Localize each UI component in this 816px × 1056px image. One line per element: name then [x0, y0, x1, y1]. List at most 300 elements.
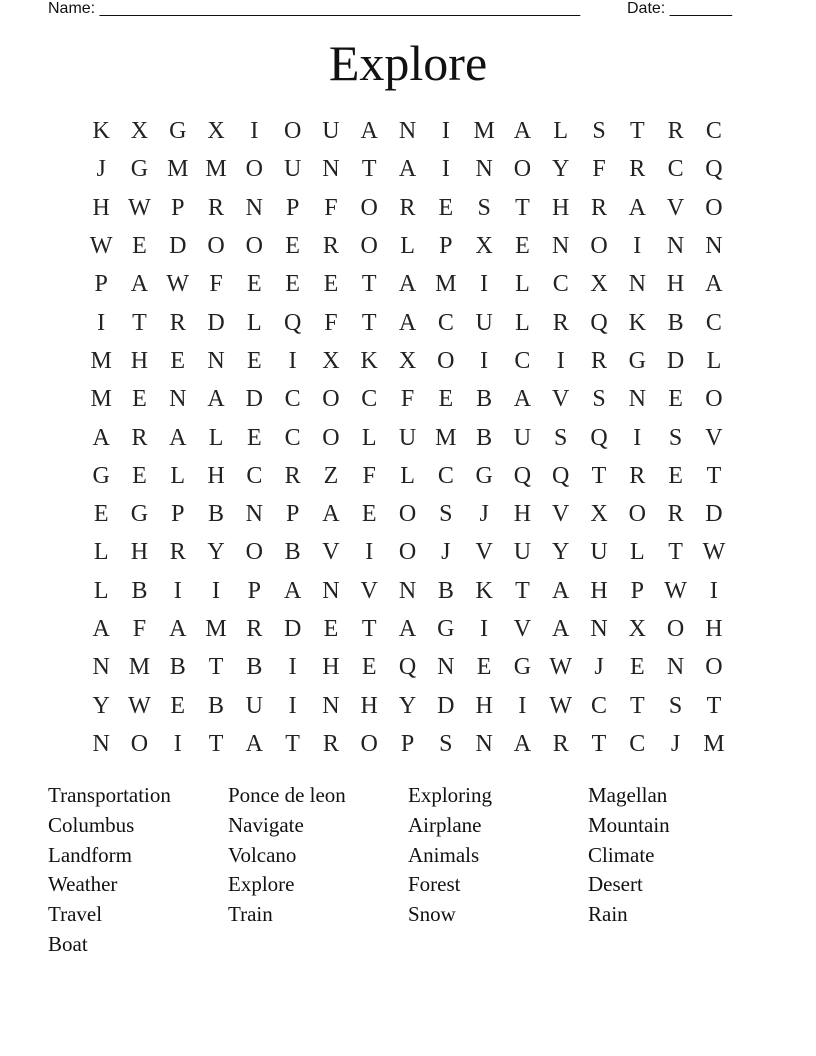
grid-row — [82, 342, 734, 380]
grid-letter: O — [360, 730, 378, 757]
grid-letter: H — [207, 462, 225, 489]
grid-letter: D — [283, 616, 302, 642]
grid-letter: E — [515, 233, 530, 260]
grid-letter: R — [131, 424, 148, 451]
word-list-item: Airplane — [408, 812, 482, 837]
grid-letter: Y — [207, 539, 225, 566]
grid-letter: O — [705, 386, 723, 413]
grid-letter: I — [518, 692, 527, 719]
grid-letter: W — [128, 194, 151, 221]
grid-letter: A — [513, 730, 532, 757]
grid-letter: T — [515, 577, 530, 604]
grid-letter: D — [169, 233, 187, 260]
grid-letter: O — [245, 156, 263, 183]
grid-letter: G — [475, 462, 493, 489]
grid-letter: Y — [398, 692, 417, 719]
grid-letter: H — [360, 692, 378, 719]
grid-letter: N — [475, 156, 493, 183]
grid-letter: I — [250, 118, 259, 145]
grid-letter: W — [664, 577, 687, 604]
grid-letter: O — [705, 654, 723, 681]
grid-letter: Y — [552, 156, 570, 183]
grid-letter: N — [322, 692, 340, 719]
grid-letter: T — [361, 271, 377, 298]
grid-letter: W — [702, 539, 726, 566]
grid-letter: T — [591, 730, 607, 757]
grid-letter: H — [552, 194, 570, 221]
grid-letter: H — [513, 501, 532, 528]
grid-letter: O — [590, 233, 608, 260]
grid-letter: I — [709, 577, 718, 604]
grid-letter: E — [438, 194, 454, 221]
grid-letter: R — [667, 118, 684, 145]
grid-letter: B — [284, 539, 301, 566]
grid-letter: B — [169, 654, 186, 681]
grid-letter: O — [207, 233, 225, 260]
grid-letter: H — [130, 539, 149, 566]
grid-letter: A — [398, 271, 417, 298]
grid-row — [82, 648, 734, 686]
grid-letter: G — [437, 616, 455, 642]
grid-letter: U — [283, 156, 302, 183]
grid-letter: C — [629, 730, 646, 757]
grid-letter: J — [594, 654, 604, 681]
grid-letter: L — [629, 539, 645, 566]
grid-letter: E — [93, 501, 109, 528]
grid-letter: L — [170, 462, 186, 489]
grid-row — [82, 265, 734, 303]
grid-letter: E — [247, 424, 262, 451]
grid-letter: O — [283, 118, 302, 145]
grid-letter: N — [590, 616, 608, 642]
grid-letter: V — [475, 539, 493, 566]
grid-letter: A — [169, 424, 187, 451]
grid-letter: A — [130, 271, 149, 298]
grid-row — [82, 533, 734, 571]
grid-letter: O — [360, 194, 378, 221]
word-list-item: Snow — [408, 902, 456, 927]
grid-letter: O — [666, 616, 685, 642]
grid-letter: W — [166, 271, 190, 298]
grid-letter: A — [513, 118, 532, 145]
grid-letter: M — [128, 654, 151, 681]
letter-grid — [82, 112, 734, 763]
grid-letter: U — [398, 424, 417, 451]
word-list-item: Climate — [588, 842, 655, 867]
grid-letter: P — [439, 233, 453, 260]
grid-letter: I — [97, 309, 106, 336]
grid-letter: H — [322, 654, 340, 681]
grid-letter: D — [245, 386, 263, 413]
grid-letter: F — [209, 271, 223, 298]
grid-letter: H — [130, 347, 149, 374]
grid-letter: E — [132, 233, 147, 260]
grid-letter: P — [630, 577, 644, 604]
grid-letter: I — [480, 347, 489, 374]
grid-letter: P — [247, 577, 262, 604]
grid-letter: T — [132, 309, 147, 336]
grid-letter: W — [89, 233, 113, 260]
grid-letter: N — [666, 654, 685, 681]
grid-letter: I — [633, 424, 642, 451]
grid-letter: E — [361, 654, 377, 681]
grid-letter: O — [130, 730, 149, 757]
grid-letter: O — [513, 156, 532, 183]
grid-row — [82, 418, 734, 456]
grid-letter: A — [92, 616, 110, 642]
grid-letter: C — [437, 462, 454, 489]
grid-letter: S — [668, 424, 683, 451]
grid-letter: U — [513, 424, 532, 451]
grid-letter: B — [667, 309, 684, 336]
grid-letter: A — [398, 156, 417, 183]
grid-letter: T — [208, 730, 224, 757]
grid-letter: M — [167, 156, 189, 183]
grid-letter: X — [590, 271, 608, 298]
grid-letter: E — [668, 386, 683, 413]
grid-letter: A — [283, 577, 302, 604]
grid-letter: A — [628, 194, 646, 221]
date-field-line: Date: _______ — [627, 0, 732, 17]
word-list-item: Rain — [588, 902, 628, 927]
grid-letter: C — [246, 462, 263, 489]
grid-letter: I — [212, 577, 221, 604]
grid-row — [82, 227, 734, 265]
grid-letter: L — [361, 424, 377, 451]
grid-letter: X — [398, 347, 417, 374]
grid-letter: E — [668, 462, 683, 489]
grid-letter: T — [208, 654, 224, 681]
grid-letter: R — [169, 309, 186, 336]
grid-letter: E — [323, 271, 339, 298]
word-list-item: Ponce de leon — [228, 783, 346, 807]
grid-letter: B — [246, 654, 263, 681]
grid-letter: H — [590, 577, 608, 604]
grid-letter: X — [207, 118, 225, 145]
grid-letter: S — [592, 118, 606, 145]
word-list-item: Exploring — [408, 783, 492, 807]
grid-letter: C — [437, 309, 454, 336]
grid-letter: O — [437, 347, 455, 374]
grid-letter: N — [552, 233, 570, 260]
grid-letter: E — [170, 692, 186, 719]
word-list-item: Volcano — [228, 842, 297, 867]
grid-letter: I — [441, 156, 450, 183]
grid-letter: Q — [590, 424, 608, 451]
grid-letter: X — [590, 501, 608, 528]
grid-letter: E — [285, 233, 300, 260]
grid-letter: M — [205, 616, 227, 642]
grid-letter: L — [208, 424, 224, 451]
grid-letter: C — [284, 424, 301, 451]
word-list-item: Forest — [408, 872, 461, 897]
grid-letter: G — [130, 156, 149, 183]
grid-letter: A — [322, 501, 340, 528]
grid-row — [82, 725, 734, 763]
grid-letter: L — [706, 347, 722, 374]
grid-letter: N — [628, 271, 646, 298]
grid-letter: T — [515, 194, 530, 221]
grid-letter: I — [173, 730, 182, 757]
grid-letter: B — [476, 386, 493, 413]
grid-letter: G — [513, 654, 532, 681]
grid-letter: V — [360, 577, 378, 604]
grid-letter: Q — [552, 462, 570, 489]
grid-letter: B — [208, 501, 225, 528]
grid-letter: I — [480, 271, 489, 298]
grid-letter: F — [324, 309, 338, 336]
grid-letter: A — [398, 309, 417, 336]
grid-letter: C — [284, 386, 301, 413]
grid-letter: D — [207, 309, 225, 336]
grid-letter: I — [288, 654, 297, 681]
grid-letter: A — [207, 386, 225, 413]
grid-letter: P — [400, 730, 415, 757]
grid-letter: D — [666, 347, 685, 374]
grid-letter: R — [591, 194, 608, 221]
grid-row — [82, 572, 734, 610]
grid-letter: N — [169, 386, 187, 413]
grid-letter: V — [513, 616, 532, 642]
grid-letter: O — [398, 501, 417, 528]
grid-letter: X — [130, 118, 149, 145]
grid-letter: K — [628, 309, 646, 336]
grid-letter: C — [591, 692, 608, 719]
grid-letter: T — [285, 730, 300, 757]
grid-letter: W — [549, 692, 573, 719]
grid-letter: O — [245, 233, 263, 260]
grid-letter: U — [590, 539, 608, 566]
grid-letter: N — [666, 233, 685, 260]
grid-letter: A — [513, 386, 532, 413]
grid-letter: D — [705, 501, 723, 528]
grid-letter: F — [362, 462, 376, 489]
grid-letter: N — [245, 194, 263, 221]
grid-letter: E — [132, 462, 147, 489]
grid-letter: S — [554, 424, 568, 451]
grid-letter: E — [132, 386, 147, 413]
grid-letter: V — [666, 194, 685, 221]
grid-letter: J — [441, 539, 451, 566]
grid-letter: N — [245, 501, 263, 528]
grid-letter: N — [207, 347, 225, 374]
grid-letter: E — [438, 386, 454, 413]
word-list-item: Weather — [48, 872, 118, 897]
grid-letter: A — [245, 730, 263, 757]
grid-letter: K — [360, 347, 378, 374]
grid-letter: M — [435, 271, 457, 298]
grid-letter: R — [629, 156, 646, 183]
grid-row — [82, 150, 734, 188]
grid-letter: I — [480, 616, 489, 642]
grid-letter: V — [552, 386, 570, 413]
grid-letter: N — [92, 654, 110, 681]
grid-letter: M — [205, 156, 227, 183]
grid-letter: R — [552, 309, 569, 336]
grid-letter: L — [515, 309, 530, 336]
grid-letter: S — [439, 730, 453, 757]
grid-letter: P — [171, 501, 185, 528]
grid-letter: R — [284, 462, 301, 489]
word-list — [48, 781, 768, 960]
grid-letter: F — [324, 194, 338, 221]
grid-letter: O — [628, 501, 646, 528]
grid-letter: R — [208, 194, 225, 221]
grid-row — [82, 112, 734, 150]
grid-letter: E — [323, 616, 339, 642]
grid-letter: S — [668, 692, 683, 719]
grid-letter: U — [322, 118, 340, 145]
grid-letter: U — [513, 539, 532, 566]
grid-letter: W — [128, 692, 151, 719]
grid-letter: N — [322, 156, 340, 183]
grid-letter: V — [705, 424, 723, 451]
grid-letter: E — [476, 654, 492, 681]
grid-letter: R — [399, 194, 416, 221]
grid-letter: I — [288, 347, 297, 374]
grid-letter: M — [703, 730, 725, 757]
grid-letter: L — [553, 118, 569, 145]
grid-row — [82, 495, 734, 533]
grid-letter: J — [479, 501, 489, 528]
grid-letter: T — [706, 692, 722, 719]
grid-letter: I — [633, 233, 642, 260]
grid-letter: R — [322, 730, 339, 757]
grid-letter: L — [400, 233, 415, 260]
grid-letter: C — [667, 156, 684, 183]
grid-letter: T — [361, 156, 377, 183]
word-list-item: Train — [228, 902, 273, 927]
grid-letter: E — [361, 501, 377, 528]
grid-letter: R — [246, 616, 263, 642]
grid-letter: R — [667, 501, 684, 528]
grid-row — [82, 303, 734, 341]
grid-letter: H — [92, 194, 110, 221]
grid-letter: A — [705, 271, 723, 298]
grid-letter: F — [592, 156, 606, 183]
grid-letter: H — [666, 271, 685, 298]
grid-letter: N — [398, 118, 417, 145]
word-list-item: Transportation — [48, 783, 171, 807]
grid-letter: F — [400, 386, 415, 413]
grid-letter: G — [92, 462, 110, 489]
grid-letter: J — [670, 730, 681, 757]
grid-letter: O — [398, 539, 417, 566]
word-list-item: Explore — [228, 872, 295, 897]
grid-row — [82, 189, 734, 227]
grid-letter: S — [439, 501, 453, 528]
grid-row — [82, 610, 734, 648]
grid-letter: W — [549, 654, 573, 681]
grid-letter: N — [322, 577, 340, 604]
grid-letter: J — [96, 156, 106, 183]
grid-letter: B — [208, 692, 225, 719]
grid-letter: I — [288, 692, 297, 719]
grid-letter: A — [360, 118, 378, 145]
grid-letter: C — [705, 118, 722, 145]
grid-letter: O — [245, 539, 263, 566]
grid-letter: R — [591, 347, 608, 374]
grid-letter: B — [476, 424, 493, 451]
grid-letter: X — [322, 347, 340, 374]
grid-letter: E — [170, 347, 186, 374]
grid-letter: U — [245, 692, 263, 719]
grid-row — [82, 686, 734, 724]
grid-letter: P — [285, 501, 300, 528]
grid-letter: P — [285, 194, 300, 221]
grid-letter: L — [93, 577, 109, 604]
grid-letter: A — [552, 577, 570, 604]
grid-letter: Q — [283, 309, 302, 336]
grid-letter: N — [92, 730, 110, 757]
grid-letter: A — [92, 424, 110, 451]
word-list-item: Travel — [48, 902, 103, 927]
grid-letter: R — [629, 462, 646, 489]
grid-letter: R — [322, 233, 339, 260]
grid-letter: S — [592, 386, 606, 413]
grid-letter: C — [705, 309, 722, 336]
grid-letter: M — [90, 347, 112, 374]
grid-row — [82, 457, 734, 495]
grid-letter: A — [169, 616, 187, 642]
grid-letter: U — [475, 309, 493, 336]
grid-letter: C — [514, 347, 531, 374]
grid-letter: I — [365, 539, 374, 566]
word-list-item: Boat — [48, 931, 88, 956]
grid-letter: O — [322, 424, 340, 451]
grid-letter: K — [475, 577, 493, 604]
grid-row — [82, 380, 734, 418]
grid-letter: X — [628, 616, 646, 642]
grid-letter: E — [285, 271, 300, 298]
grid-letter: I — [173, 577, 182, 604]
word-list-item: Columbus — [48, 812, 135, 837]
grid-letter: E — [629, 654, 645, 681]
grid-letter: G — [130, 501, 149, 528]
grid-letter: A — [552, 616, 570, 642]
grid-letter: B — [437, 577, 454, 604]
grid-letter: V — [322, 539, 340, 566]
word-list-item: Landform — [48, 842, 132, 867]
grid-letter: M — [90, 386, 112, 413]
grid-letter: X — [475, 233, 493, 260]
grid-letter: A — [398, 616, 417, 642]
grid-letter: G — [169, 118, 187, 145]
grid-letter: L — [93, 539, 109, 566]
word-list-item: Navigate — [228, 812, 304, 837]
grid-letter: N — [475, 730, 493, 757]
grid-letter: P — [171, 194, 185, 221]
grid-letter: P — [94, 271, 108, 298]
word-list-item: Magellan — [588, 783, 668, 807]
grid-letter: C — [552, 271, 569, 298]
grid-letter: N — [398, 577, 417, 604]
grid-letter: L — [515, 271, 530, 298]
grid-letter: I — [441, 118, 450, 145]
grid-letter: K — [92, 118, 110, 145]
grid-letter: H — [705, 616, 723, 642]
grid-letter: I — [556, 347, 565, 374]
grid-letter: Q — [705, 156, 723, 183]
word-list-item: Mountain — [588, 812, 670, 837]
grid-letter: H — [475, 692, 493, 719]
grid-letter: Q — [513, 462, 532, 489]
grid-letter: O — [360, 233, 378, 260]
grid-letter: T — [706, 462, 722, 489]
grid-letter: M — [435, 424, 457, 451]
grid-letter: O — [705, 194, 723, 221]
word-list-item: Desert — [588, 872, 643, 897]
